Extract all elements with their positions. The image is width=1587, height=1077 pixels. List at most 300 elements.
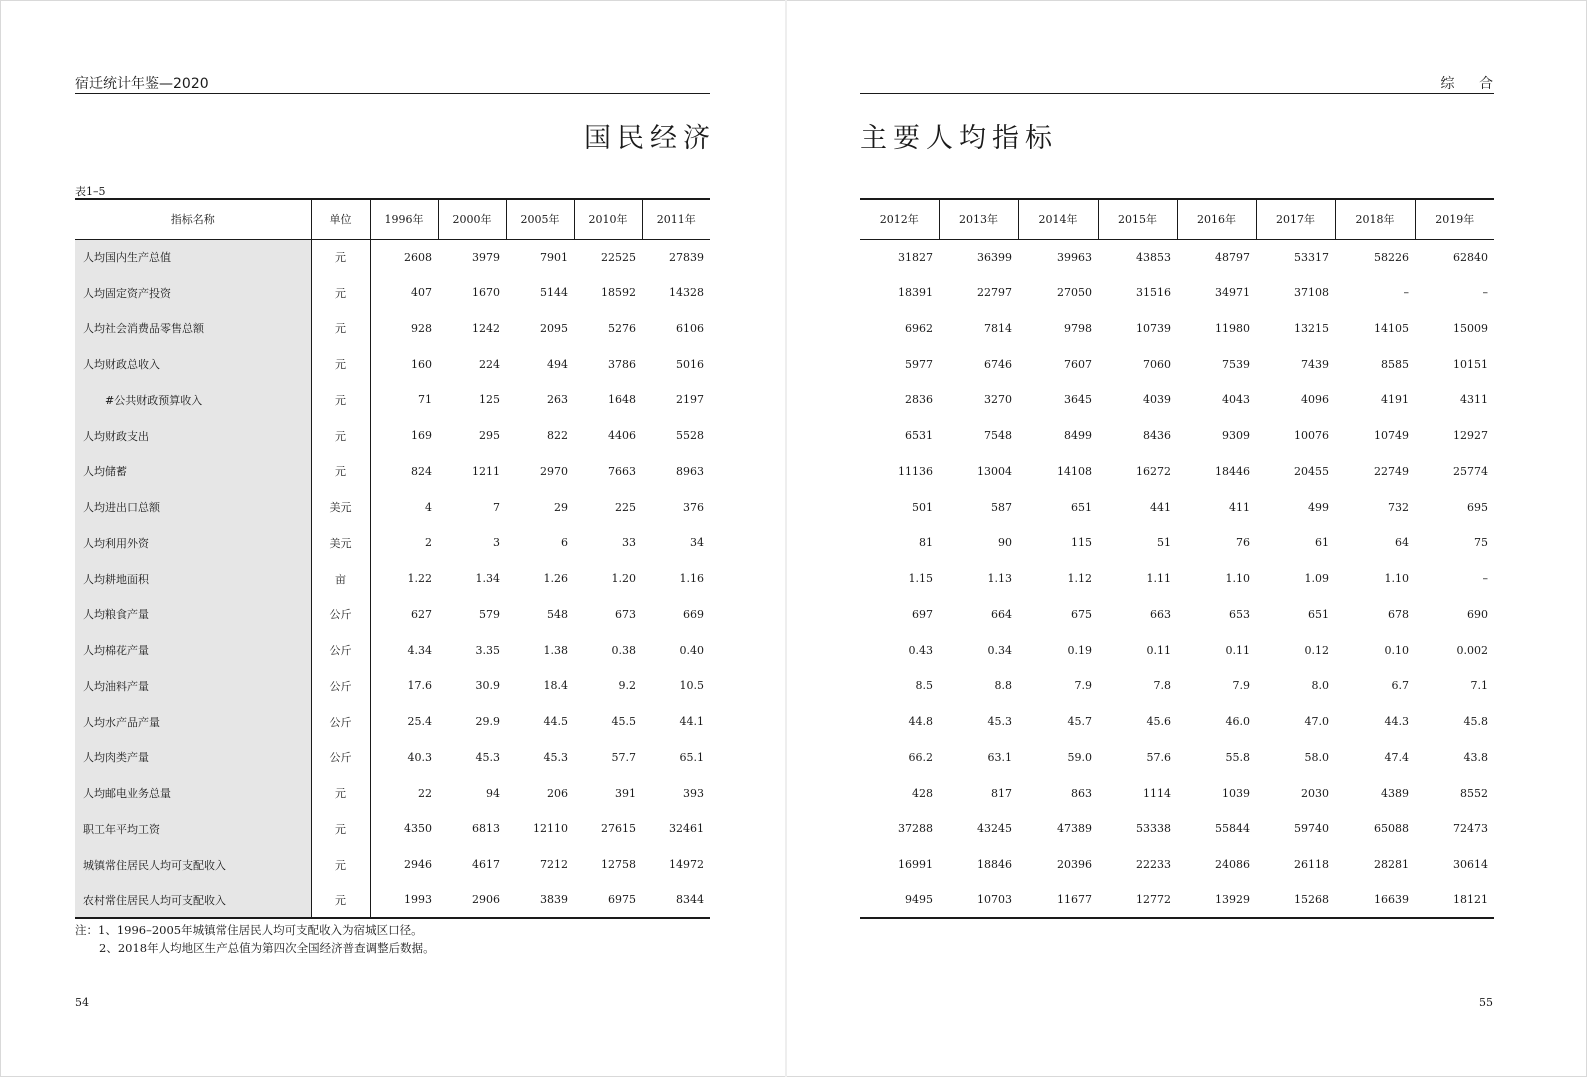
- indicator-name: 职工年平均工资: [75, 811, 311, 847]
- value-cell: 1039: [1222, 786, 1250, 800]
- value-cell: 1648: [608, 393, 636, 407]
- indicator-name: 人均棉花产量: [75, 632, 311, 668]
- unit-cell: 公斤: [311, 704, 370, 740]
- unit-cell: 亩: [311, 561, 370, 597]
- value-cell: 6106: [676, 321, 704, 335]
- page-number-left: 54: [75, 996, 89, 1009]
- indicator-name: 人均利用外资: [75, 525, 311, 561]
- table-row: [75, 883, 710, 919]
- value-cell: 64: [1395, 536, 1409, 550]
- value-cell: 71: [418, 393, 432, 407]
- column-header: 2005年: [506, 199, 574, 239]
- value-cell: 928: [411, 321, 432, 335]
- unit-cell: 元: [311, 883, 370, 919]
- value-cell: 1.20: [611, 572, 636, 586]
- value-cell: 0.34: [987, 643, 1012, 657]
- indicator-name: 人均国内生产总值: [75, 239, 311, 275]
- value-cell: 20455: [1294, 464, 1329, 478]
- value-cell: 587: [991, 500, 1012, 514]
- value-cell: 494: [547, 357, 568, 371]
- unit-cell: 美元: [311, 489, 370, 525]
- value-cell: 12758: [601, 858, 636, 872]
- value-cell: 27615: [601, 822, 636, 836]
- value-cell: 4: [425, 500, 432, 514]
- value-cell: 5977: [905, 357, 933, 371]
- value-cell: 2836: [905, 393, 933, 407]
- value-cell: 2030: [1301, 786, 1329, 800]
- value-cell: 5016: [676, 357, 704, 371]
- column-header: 指标名称: [75, 199, 311, 239]
- value-cell: 12927: [1453, 429, 1488, 443]
- value-cell: 579: [479, 607, 500, 621]
- value-cell: 15009: [1453, 321, 1488, 335]
- table-row: [860, 847, 1494, 883]
- value-cell: 22: [418, 786, 432, 800]
- value-cell: 7439: [1301, 357, 1329, 371]
- indicator-name: 人均油料产量: [75, 668, 311, 704]
- value-cell: 11980: [1215, 321, 1250, 335]
- table-row: [860, 632, 1494, 668]
- value-cell: 7539: [1222, 357, 1250, 371]
- value-cell: 160: [411, 357, 432, 371]
- value-cell: 57.7: [611, 750, 636, 764]
- unit-cell: 公斤: [311, 668, 370, 704]
- value-cell: 1.10: [1384, 572, 1409, 586]
- value-cell: 407: [411, 286, 432, 300]
- value-cell: –: [1403, 286, 1409, 300]
- value-cell: 8.8: [994, 679, 1012, 693]
- value-cell: 27050: [1057, 286, 1092, 300]
- value-cell: 3839: [506, 883, 574, 919]
- value-cell: 53338: [1136, 822, 1171, 836]
- value-cell: 8552: [1460, 786, 1488, 800]
- table-row: [860, 311, 1494, 347]
- table-row: [75, 740, 710, 776]
- column-header: 2014年: [1018, 199, 1098, 239]
- value-cell: 7212: [540, 858, 568, 872]
- table-row: [860, 883, 1494, 919]
- column-header: 2010年: [574, 199, 642, 239]
- value-cell: 1114: [1143, 786, 1171, 800]
- value-cell: 1.12: [1067, 572, 1092, 586]
- table-row: [860, 775, 1494, 811]
- value-cell: 16272: [1136, 464, 1171, 478]
- value-cell: 376: [683, 500, 704, 514]
- column-header: 2016年: [1177, 199, 1256, 239]
- table-row: [75, 454, 710, 490]
- value-cell: 43853: [1136, 250, 1171, 264]
- value-cell: 1.13: [987, 572, 1012, 586]
- value-cell: 4311: [1460, 393, 1488, 407]
- value-cell: 4191: [1381, 393, 1409, 407]
- value-cell: 13004: [977, 464, 1012, 478]
- value-cell: 8499: [1064, 429, 1092, 443]
- value-cell: 31516: [1136, 286, 1171, 300]
- value-cell: 664: [991, 607, 1012, 621]
- value-cell: 18846: [977, 858, 1012, 872]
- table-row: [75, 418, 710, 454]
- value-cell: 7901: [540, 250, 568, 264]
- value-cell: 653: [1229, 607, 1250, 621]
- value-cell: 1670: [472, 286, 500, 300]
- value-cell: 0.11: [1146, 643, 1171, 657]
- value-cell: 1.10: [1225, 572, 1250, 586]
- column-header: 2015年: [1098, 199, 1177, 239]
- value-cell: 7548: [984, 429, 1012, 443]
- value-cell: 732: [1388, 500, 1409, 514]
- value-cell: 817: [991, 786, 1012, 800]
- value-cell: 43245: [977, 822, 1012, 836]
- value-cell: 7.1: [1470, 679, 1488, 693]
- value-cell: 30.9: [475, 679, 500, 693]
- column-header: 2018年: [1335, 199, 1415, 239]
- value-cell: 4617: [472, 858, 500, 872]
- value-cell: 5528: [676, 429, 704, 443]
- value-cell: 1242: [472, 321, 500, 335]
- value-cell: 81: [919, 536, 933, 550]
- unit-cell: 公斤: [311, 597, 370, 633]
- value-cell: 678: [1388, 607, 1409, 621]
- value-cell: 63.1: [987, 750, 1012, 764]
- value-cell: 1.26: [543, 572, 568, 586]
- value-cell: 25.4: [407, 715, 432, 729]
- value-cell: 10151: [1453, 357, 1488, 371]
- indicator-name: 人均粮食产量: [75, 597, 311, 633]
- table-row: [860, 668, 1494, 704]
- value-cell: 48797: [1215, 250, 1250, 264]
- indicator-name: 人均储蓄: [75, 454, 311, 490]
- value-cell: 57.6: [1146, 750, 1171, 764]
- table-row: [75, 597, 710, 633]
- value-cell: 6962: [905, 321, 933, 335]
- value-cell: 72473: [1453, 822, 1488, 836]
- table-row: [860, 811, 1494, 847]
- value-cell: 90: [998, 536, 1012, 550]
- value-cell: 94: [486, 786, 500, 800]
- value-cell: 2197: [676, 393, 704, 407]
- value-cell: 33: [622, 536, 636, 550]
- indicator-name: 人均水产品产量: [75, 704, 311, 740]
- value-cell: 7: [493, 500, 500, 514]
- value-cell: 62840: [1453, 250, 1488, 264]
- value-cell: 7060: [1143, 357, 1171, 371]
- value-cell: 3979: [472, 250, 500, 264]
- value-cell: 14105: [1374, 321, 1409, 335]
- table-row: [860, 239, 1494, 275]
- value-cell: 0.38: [611, 643, 636, 657]
- column-header: 2012年: [860, 199, 939, 239]
- value-cell: 58.0: [1304, 750, 1329, 764]
- value-cell: 18.4: [543, 679, 568, 693]
- column-header: 单位: [311, 199, 370, 239]
- value-cell: 44.3: [1384, 715, 1409, 729]
- indicator-name: 人均社会消费品零售总额: [75, 311, 311, 347]
- table-row: [75, 525, 710, 561]
- value-cell: 2: [425, 536, 432, 550]
- value-cell: 7.9: [1074, 679, 1092, 693]
- table-row: [860, 382, 1494, 418]
- value-cell: 5276: [608, 321, 636, 335]
- unit-cell: 公斤: [311, 740, 370, 776]
- value-cell: 675: [1071, 607, 1092, 621]
- value-cell: 40.3: [407, 750, 432, 764]
- table-row: [860, 525, 1494, 561]
- table-header-row-right: [860, 199, 1494, 239]
- unit-cell: 美元: [311, 525, 370, 561]
- value-cell: 1993: [370, 883, 438, 919]
- unit-cell: 元: [311, 847, 370, 883]
- value-cell: 663: [1150, 607, 1171, 621]
- value-cell: 8585: [1381, 357, 1409, 371]
- table-row: [75, 561, 710, 597]
- table-row: [860, 489, 1494, 525]
- value-cell: 4389: [1381, 786, 1409, 800]
- value-cell: 34: [690, 536, 704, 550]
- column-header: 1996年: [370, 199, 438, 239]
- value-cell: 1.34: [475, 572, 500, 586]
- footnote-2: 2、2018年人均地区生产总值为第四次全国经济普查调整后数据。: [99, 941, 435, 955]
- unit-cell: 公斤: [311, 632, 370, 668]
- value-cell: 4.34: [407, 643, 432, 657]
- value-cell: 2970: [540, 464, 568, 478]
- value-cell: 47.0: [1304, 715, 1329, 729]
- value-cell: 548: [547, 607, 568, 621]
- value-cell: 13215: [1294, 321, 1329, 335]
- value-cell: 169: [411, 429, 432, 443]
- value-cell: 0.11: [1225, 643, 1250, 657]
- value-cell: 29: [554, 500, 568, 514]
- value-cell: 45.8: [1463, 715, 1488, 729]
- value-cell: 32461: [669, 822, 704, 836]
- value-cell: 15268: [1256, 883, 1335, 919]
- value-cell: 8436: [1143, 429, 1171, 443]
- value-cell: 29.9: [475, 715, 500, 729]
- value-cell: 45.7: [1067, 715, 1092, 729]
- value-cell: 16991: [898, 858, 933, 872]
- value-cell: 20396: [1057, 858, 1092, 872]
- table-row: [75, 811, 710, 847]
- value-cell: 12110: [533, 822, 568, 836]
- column-header: 2017年: [1256, 199, 1335, 239]
- value-cell: 697: [912, 607, 933, 621]
- value-cell: 47.4: [1384, 750, 1409, 764]
- value-cell: 9.2: [618, 679, 636, 693]
- value-cell: 501: [912, 500, 933, 514]
- value-cell: 65.1: [679, 750, 704, 764]
- value-cell: 441: [1150, 500, 1171, 514]
- value-cell: 10703: [939, 883, 1018, 919]
- value-cell: 0.19: [1067, 643, 1092, 657]
- value-cell: 18121: [1415, 883, 1494, 919]
- value-cell: 14328: [669, 286, 704, 300]
- indicator-table-left: [75, 198, 710, 919]
- unit-cell: 元: [311, 275, 370, 311]
- value-cell: 65088: [1374, 822, 1409, 836]
- value-cell: 6746: [984, 357, 1012, 371]
- value-cell: 44.5: [543, 715, 568, 729]
- table-number: 表1–5: [75, 185, 106, 198]
- value-cell: 0.12: [1304, 643, 1329, 657]
- value-cell: 27839: [669, 250, 704, 264]
- table-row: [860, 561, 1494, 597]
- value-cell: 0.43: [908, 643, 933, 657]
- value-cell: 3645: [1064, 393, 1092, 407]
- value-cell: 61: [1315, 536, 1329, 550]
- value-cell: 651: [1308, 607, 1329, 621]
- value-cell: 651: [1071, 500, 1092, 514]
- value-cell: 263: [547, 393, 568, 407]
- value-cell: 0.40: [679, 643, 704, 657]
- indicator-name: 人均固定资产投资: [75, 275, 311, 311]
- indicator-name: 城镇常住居民人均可支配收入: [75, 847, 311, 883]
- indicator-name: 人均财政支出: [75, 418, 311, 454]
- value-cell: 75: [1474, 536, 1488, 550]
- table-row: [75, 489, 710, 525]
- indicator-name: 人均肉类产量: [75, 740, 311, 776]
- value-cell: 0.002: [1456, 643, 1488, 657]
- value-cell: 58226: [1374, 250, 1409, 264]
- value-cell: 14108: [1057, 464, 1092, 478]
- value-cell: 43.8: [1463, 750, 1488, 764]
- value-cell: 44.1: [679, 715, 704, 729]
- value-cell: 76: [1236, 536, 1250, 550]
- value-cell: 7814: [984, 321, 1012, 335]
- header-rule-left: [75, 93, 710, 94]
- value-cell: 45.3: [987, 715, 1012, 729]
- indicator-name: #公共财政预算收入: [75, 382, 311, 418]
- value-cell: 5144: [540, 286, 568, 300]
- running-header-right: 综 合: [1440, 76, 1503, 92]
- column-header: 2000年: [438, 199, 506, 239]
- page-number-right: 55: [1479, 996, 1493, 1009]
- value-cell: 34971: [1215, 286, 1250, 300]
- value-cell: 391: [615, 786, 636, 800]
- value-cell: 411: [1229, 500, 1250, 514]
- value-cell: 7.9: [1232, 679, 1250, 693]
- value-cell: 9798: [1064, 321, 1092, 335]
- value-cell: 10749: [1374, 429, 1409, 443]
- value-cell: 6: [561, 536, 568, 550]
- value-cell: 393: [683, 786, 704, 800]
- value-cell: 3: [493, 536, 500, 550]
- value-cell: 22797: [977, 286, 1012, 300]
- indicator-name: 农村常住居民人均可支配收入: [75, 883, 311, 919]
- value-cell: 4406: [608, 429, 636, 443]
- value-cell: 12772: [1098, 883, 1177, 919]
- value-cell: 6.7: [1391, 679, 1409, 693]
- value-cell: 4039: [1143, 393, 1171, 407]
- value-cell: 499: [1308, 500, 1329, 514]
- value-cell: 673: [615, 607, 636, 621]
- value-cell: 4043: [1222, 393, 1250, 407]
- value-cell: 51: [1157, 536, 1171, 550]
- value-cell: 627: [411, 607, 432, 621]
- value-cell: 6813: [472, 822, 500, 836]
- table-header-row-left: [75, 199, 710, 239]
- value-cell: 31827: [898, 250, 933, 264]
- table-row: [75, 704, 710, 740]
- table-row: [75, 311, 710, 347]
- value-cell: –: [1482, 286, 1488, 300]
- value-cell: 45.5: [611, 715, 636, 729]
- value-cell: 36399: [977, 250, 1012, 264]
- value-cell: 59740: [1294, 822, 1329, 836]
- value-cell: 1211: [472, 464, 500, 478]
- book-gutter: [785, 0, 787, 1077]
- table-row: [860, 418, 1494, 454]
- value-cell: 9309: [1222, 429, 1250, 443]
- value-cell: 1.38: [543, 643, 568, 657]
- value-cell: 2906: [438, 883, 506, 919]
- value-cell: 37288: [898, 822, 933, 836]
- value-cell: 24086: [1215, 858, 1250, 872]
- value-cell: 10739: [1136, 321, 1171, 335]
- value-cell: 428: [912, 786, 933, 800]
- table-row: [75, 632, 710, 668]
- table-row: [860, 597, 1494, 633]
- unit-cell: 元: [311, 418, 370, 454]
- value-cell: 695: [1467, 500, 1488, 514]
- value-cell: 26118: [1294, 858, 1329, 872]
- unit-cell: 元: [311, 239, 370, 275]
- value-cell: 37108: [1294, 286, 1329, 300]
- value-cell: 824: [411, 464, 432, 478]
- table-row: [75, 775, 710, 811]
- value-cell: 1.15: [908, 572, 933, 586]
- value-cell: 8344: [642, 883, 710, 919]
- value-cell: 1.22: [407, 572, 432, 586]
- value-cell: 39963: [1057, 250, 1092, 264]
- value-cell: 6975: [574, 883, 642, 919]
- value-cell: 822: [547, 429, 568, 443]
- table-row: [860, 704, 1494, 740]
- indicator-name: 人均邮电业务总量: [75, 775, 311, 811]
- value-cell: 18446: [1215, 464, 1250, 478]
- value-cell: 4096: [1301, 393, 1329, 407]
- value-cell: 3270: [984, 393, 1012, 407]
- header-rule-right: [860, 93, 1494, 94]
- unit-cell: 元: [311, 346, 370, 382]
- value-cell: 7607: [1064, 357, 1092, 371]
- value-cell: 22233: [1136, 858, 1171, 872]
- value-cell: 1.11: [1146, 572, 1171, 586]
- value-cell: 0.10: [1384, 643, 1409, 657]
- table-row: [75, 239, 710, 275]
- value-cell: 1.09: [1304, 572, 1329, 586]
- value-cell: 55844: [1215, 822, 1250, 836]
- unit-cell: 元: [311, 382, 370, 418]
- value-cell: –: [1482, 572, 1488, 586]
- value-cell: 225: [615, 500, 636, 514]
- value-cell: 115: [1071, 536, 1092, 550]
- indicator-name: 人均财政总收入: [75, 346, 311, 382]
- value-cell: 10.5: [679, 679, 704, 693]
- value-cell: 25774: [1453, 464, 1488, 478]
- page-title-left: 国民经济: [584, 123, 716, 154]
- table-row: [860, 454, 1494, 490]
- value-cell: 28281: [1374, 858, 1409, 872]
- table-row: [860, 346, 1494, 382]
- value-cell: 16639: [1335, 883, 1415, 919]
- value-cell: 863: [1071, 786, 1092, 800]
- value-cell: 2095: [540, 321, 568, 335]
- value-cell: 7663: [608, 464, 636, 478]
- value-cell: 18592: [601, 286, 636, 300]
- indicator-table-right: [860, 198, 1494, 919]
- value-cell: 47389: [1057, 822, 1092, 836]
- value-cell: 3786: [608, 357, 636, 371]
- unit-cell: 元: [311, 775, 370, 811]
